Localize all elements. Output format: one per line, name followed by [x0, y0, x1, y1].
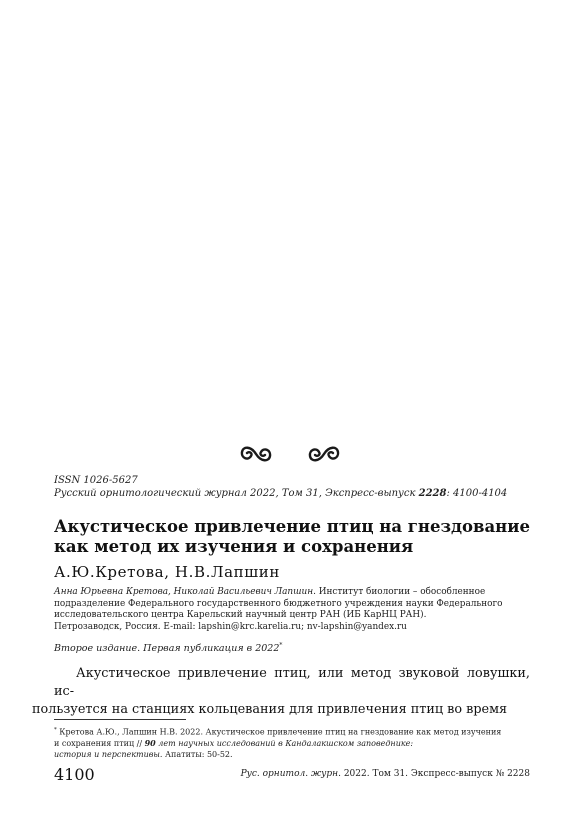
fleuron-left-icon	[233, 438, 301, 468]
paragraph: Акустическое привлечение птиц, или метод звуковой ловушки, ис- пользуется на станциях кольцевания для привлечения птиц во время	[32, 666, 530, 717]
edition-note: Второе издание. Первая публикация в 2022*	[54, 642, 283, 655]
fleuron-right-icon	[301, 438, 347, 468]
running-footer: Рус. орнитол. журн. 2022. Том 31. Экспресс-выпуск № 2228	[240, 769, 530, 779]
article-title: Акустическое привлечение птиц на гнездование как метод их изучения и сохранения	[54, 517, 530, 556]
journal-header	[54, 474, 534, 500]
footnote: * Кретова А.Ю., Лапшин Н.В. 2022. Акустическое привлечение птиц на гнездование как метод изучения и сохранения птиц // 90 лет научных исследований в Кандалакшском заповеднике: история и перспективы. Апатиты: 50-52.	[54, 727, 502, 759]
body-text	[32, 665, 530, 719]
footnote-divider	[54, 719, 186, 720]
journal-citation-line: Русский орнитологический журнал 2022, Том 31, Экспресс-выпуск 2228: 4100-4104	[54, 488, 508, 499]
page-number: 4100	[54, 765, 95, 784]
article-authors: А.Ю.Кретова, Н.В.Лапшин	[54, 563, 280, 581]
issue-number: 2228	[418, 488, 447, 499]
ornament	[0, 438, 580, 468]
page-footer	[54, 765, 530, 785]
author-affiliation: Анна Юрьевна Кретова, Николай Васильевич Лапшин. Институт биологии – обособленное подразделение Федерального государственного бюджетного учреждения науки Федерального исследовательского центра Карельский научный центр РАН (ИБ КарНЦ РАН). Петрозаводск, Россия. E-mail: lapshin@krc.karelia.ru; nv-lapshin@yandex.ru	[54, 587, 503, 632]
issn: ISSN 1026-5627	[54, 475, 138, 486]
affiliation-names: Анна Юрьевна Кретова, Николай Васильевич Лапшин	[54, 587, 314, 597]
